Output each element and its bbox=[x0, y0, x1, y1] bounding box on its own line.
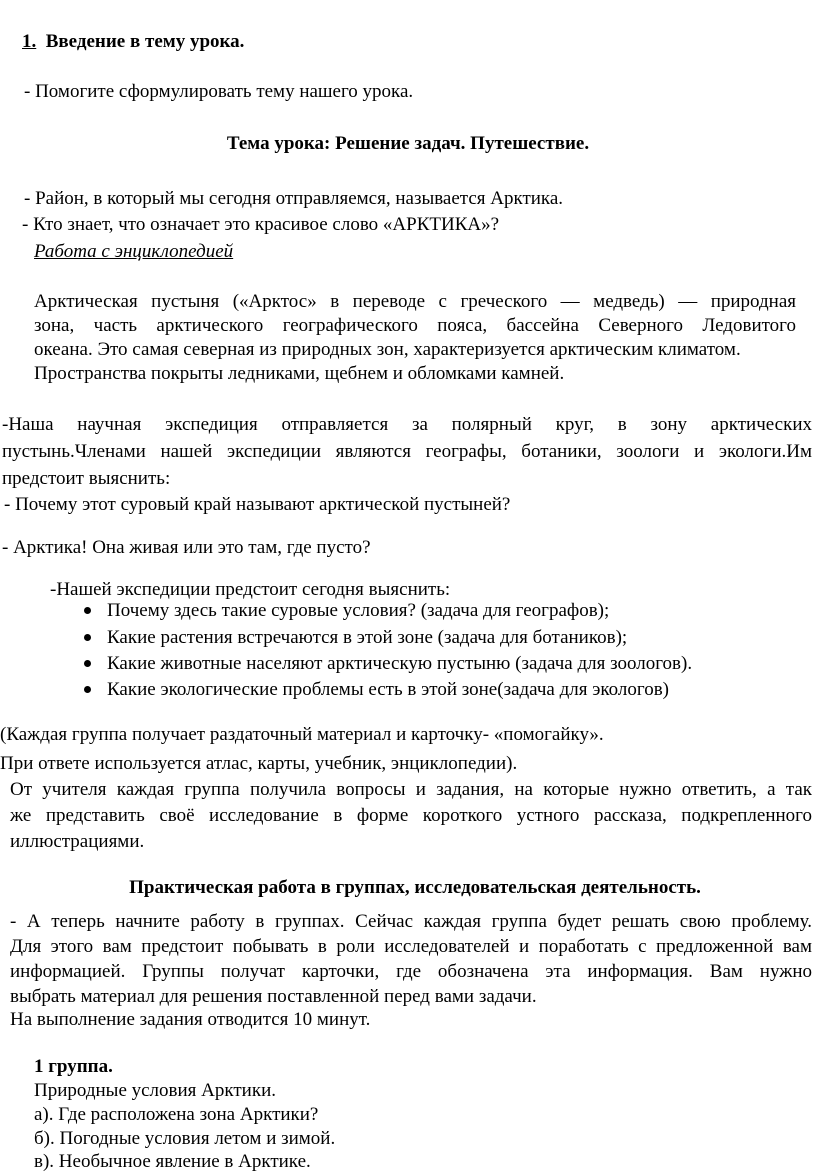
time-line: На выполнение задания отводится 10 минут. bbox=[10, 1009, 371, 1030]
encyclopedia-line-4: Пространства покрыты ледниками, щебнем и обломками камней. bbox=[34, 363, 565, 384]
bullet-icon bbox=[84, 607, 91, 614]
bullet-icon bbox=[84, 660, 91, 667]
group1-subtitle: Природные условия Арктики. bbox=[34, 1080, 276, 1101]
group1-title: 1 группа. bbox=[34, 1056, 113, 1077]
alive-question: - Арктика! Она живая или это там, где пусто? bbox=[2, 537, 371, 558]
task-item-botanists: Какие растения встречаются в этой зоне (задача для ботаников); bbox=[107, 627, 628, 648]
expedition-tasks-intro: -Нашей экспедиции предстоит сегодня выяснить: bbox=[50, 579, 451, 600]
expedition-line-1: -Наша научная экспедиция отправляется за полярный круг, в зону арктических bbox=[2, 414, 812, 435]
section-heading bbox=[22, 30, 244, 54]
section-number: 1. bbox=[22, 31, 37, 52]
task-item-zoologists: Какие животные населяют арктическую пустыню (задача для зоологов). bbox=[107, 653, 693, 674]
encyclopedia-line-2: зона, часть арктического географического пояса, бассейна Северного Ледовитого bbox=[34, 315, 796, 336]
bullet-icon bbox=[84, 634, 91, 641]
group1-item-b: б). Погодные условия летом и зимой. bbox=[34, 1128, 336, 1149]
group-work-line-2: Для этого вам предстоит побывать в роли исследователей и поработать с предложенной вам bbox=[10, 936, 812, 957]
encyclopedia-line-3: океана. Это самая северная из природных зон, характеризуется арктическим климатом. bbox=[34, 339, 741, 360]
task-item-geographers: Почему здесь такие суровые условия? (задача для географов); bbox=[107, 600, 610, 621]
intro-question: - Помогите сформулировать тему нашего урока. bbox=[24, 81, 414, 102]
encyclopedia-label: Работа с энциклопедией bbox=[34, 241, 234, 262]
region-line: - Район, в который мы сегодня отправляемся, называется Арктика. bbox=[24, 188, 564, 209]
teacher-line-3: иллюстрациями. bbox=[10, 831, 145, 852]
bullet-icon bbox=[84, 686, 91, 693]
group1-item-c: в). Необычное явление в Арктике. bbox=[34, 1151, 311, 1172]
expedition-line-2: пустынь.Членами нашей экспедиции являются географы, ботаники, зоологи и экологи.Им bbox=[2, 441, 812, 462]
who-knows-line: - Кто знает, что означает это красивое слово «АРКТИКА»? bbox=[22, 214, 500, 235]
teacher-line-2: же представить своё исследование в форме короткого устного рассказа, подкрепленного bbox=[10, 805, 812, 826]
answer-resources-line: При ответе используется атлас, карты, учебник, энциклопедии). bbox=[0, 753, 518, 774]
expedition-line-3: предстоит выяснить: bbox=[2, 468, 171, 489]
why-desert-question: - Почему этот суровый край называют арктической пустыней? bbox=[4, 494, 511, 515]
group-work-line-4: выбрать материал для решения поставленной перед вами задачи. bbox=[10, 986, 537, 1007]
group-work-line-3: информацией. Группы получат карточки, где обозначена эта информация. Вам нужно bbox=[10, 961, 812, 982]
group1-item-a: а). Где расположена зона Арктики? bbox=[34, 1104, 319, 1125]
section-title: Введение в тему урока. bbox=[45, 31, 245, 52]
practical-heading: Практическая работа в группах, исследовательская деятельность. bbox=[129, 877, 701, 898]
encyclopedia-line-1: Арктическая пустыня («Арктос» в переводе с греческого — медведь) — природная bbox=[34, 291, 796, 312]
task-item-ecologists: Какие экологические проблемы есть в этой зоне(задача для экологов) bbox=[107, 679, 669, 700]
lesson-topic: Тема урока: Решение задач. Путешествие. bbox=[226, 133, 590, 154]
groups-material-line: (Каждая группа получает раздаточный материал и карточку- «помогайку». bbox=[0, 724, 604, 745]
teacher-line-1: От учителя каждая группа получила вопросы и задания, на которые нужно ответить, а так bbox=[10, 779, 812, 800]
group-work-line-1: - А теперь начните работу в группах. Сейчас каждая группа будет решать свою проблему. bbox=[10, 911, 812, 932]
